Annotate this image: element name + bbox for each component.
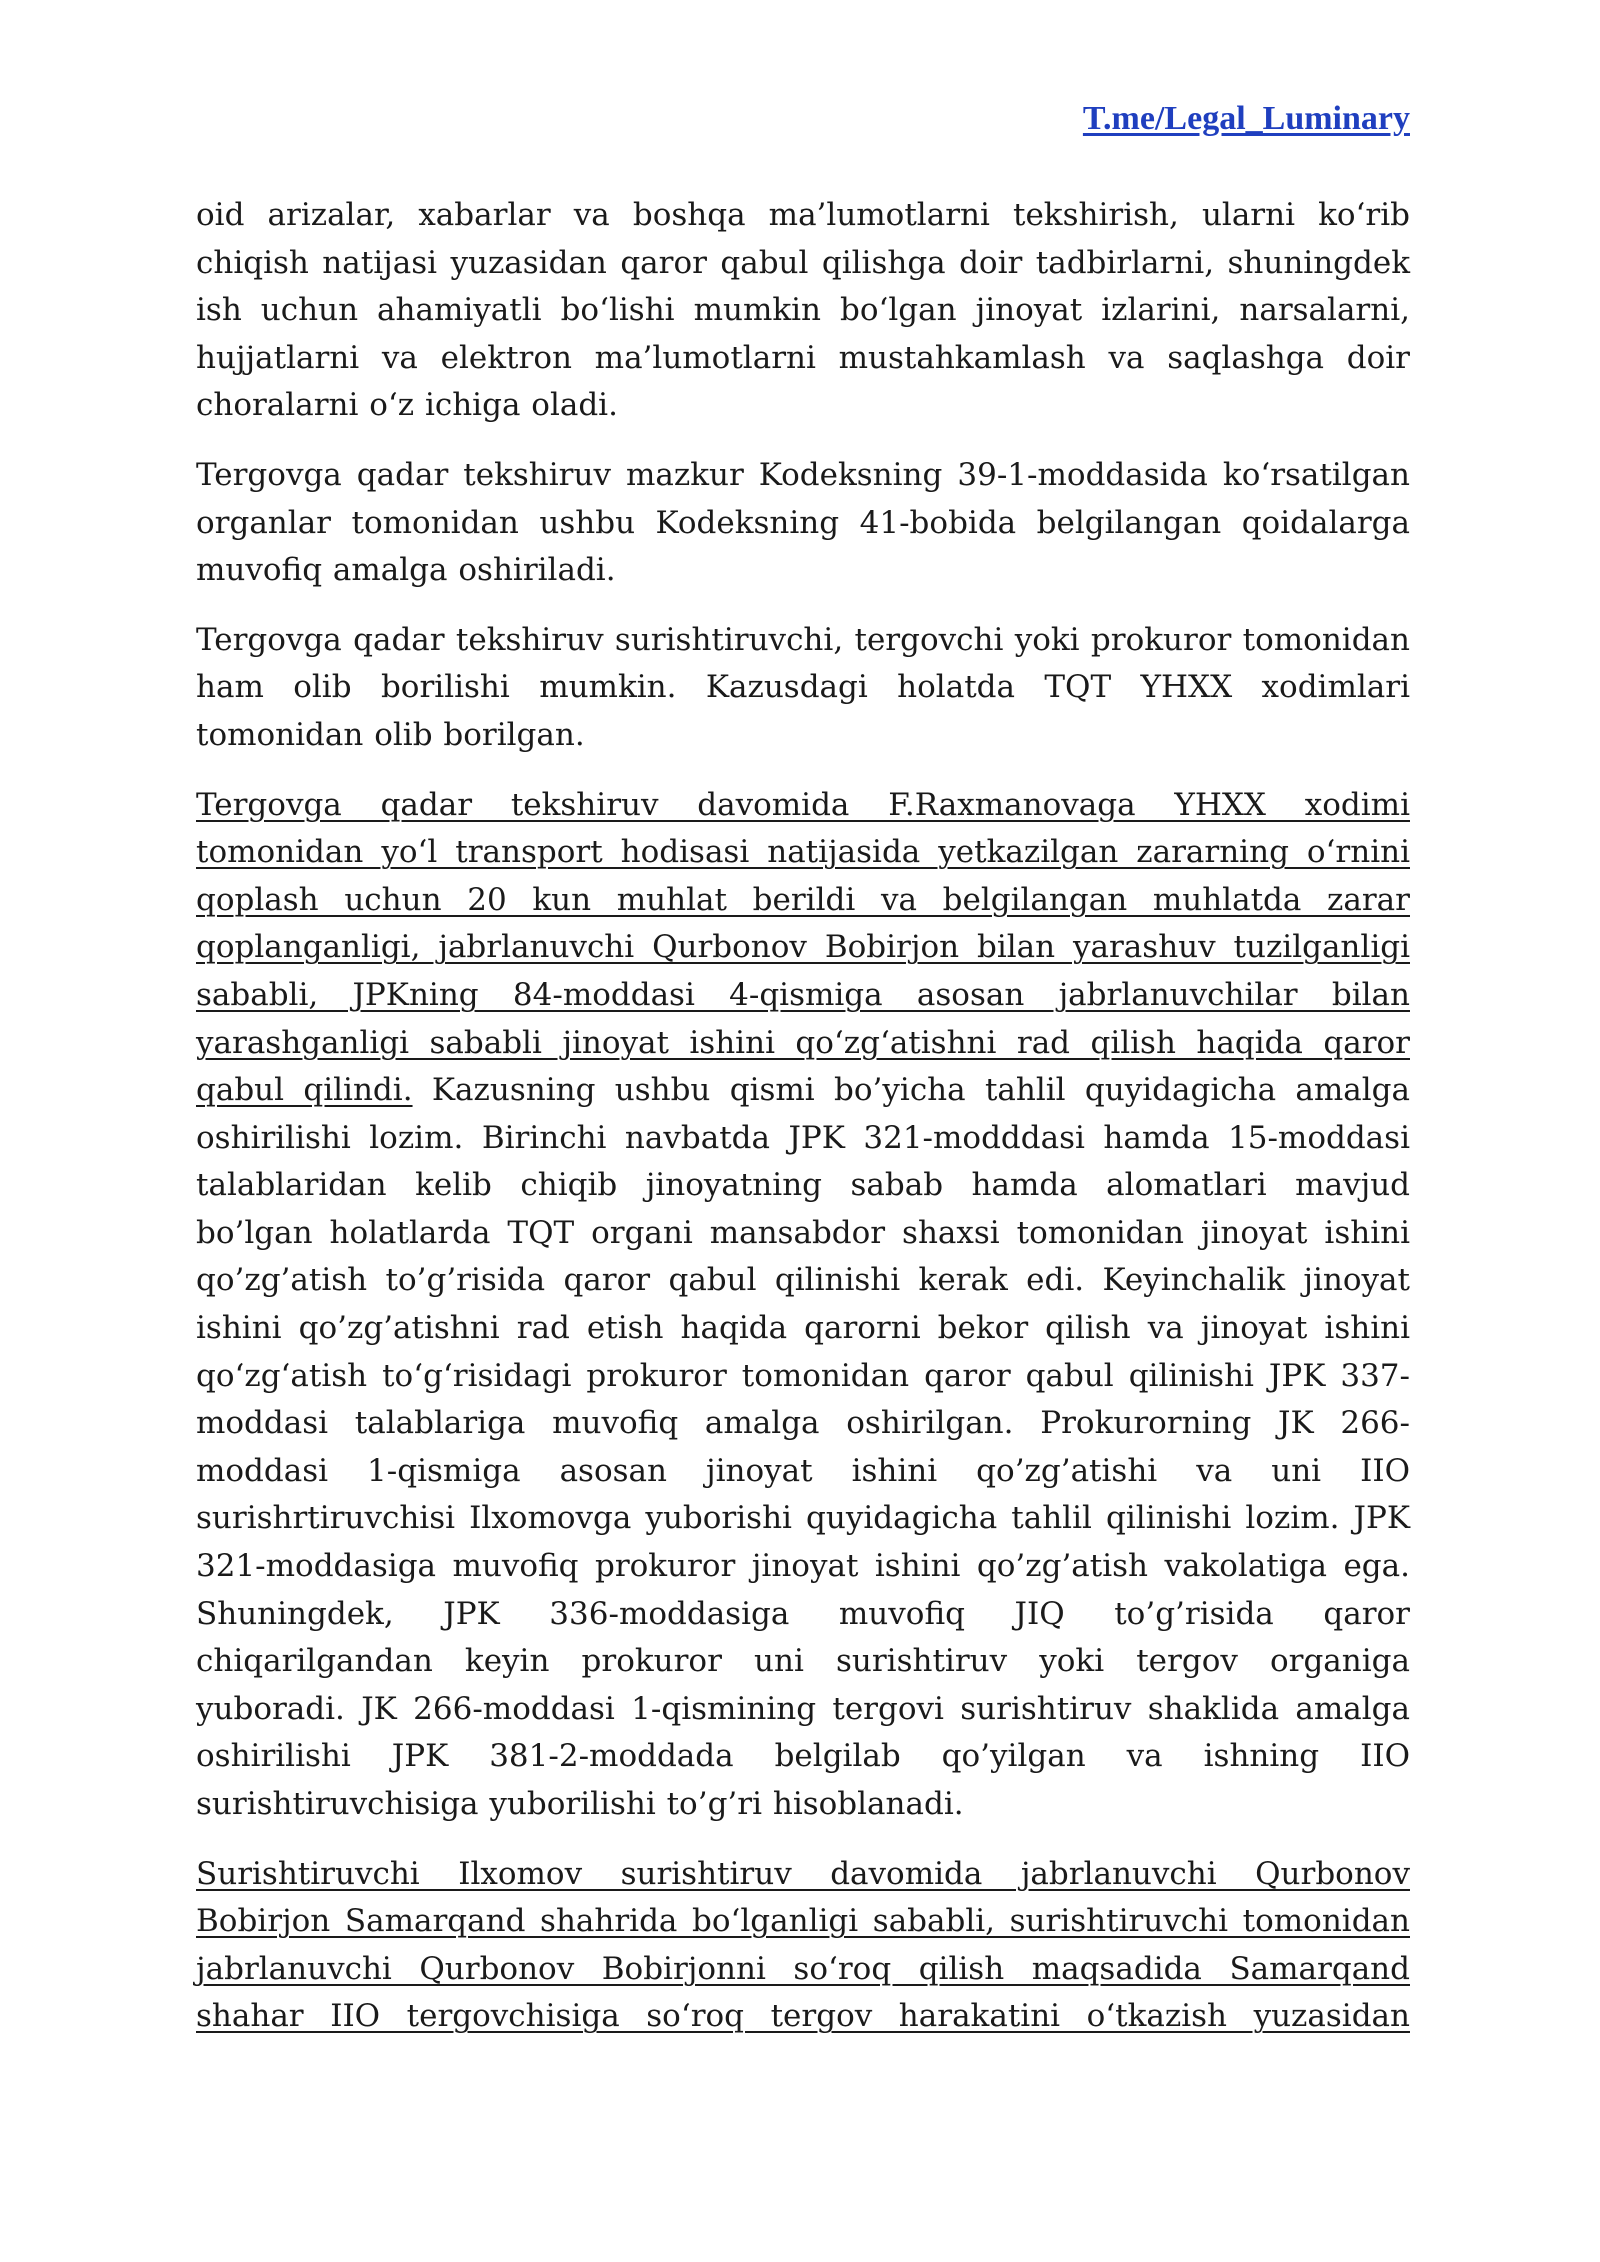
document-body bbox=[196, 192, 1410, 2063]
paragraph-3 bbox=[196, 617, 1410, 760]
paragraph-4-text: Kazusning ushbu qismi bo’yicha tahlil quyidagicha amalga oshirilishi lozim. Birinchi navbatda JPK 321-modddasi hamda 15-moddasi talablaridan kelib chiqib jinoyatning sabab hamda alomatlari mavjud bo’lgan holatlarda TQT organi mansabdor shaxsi tomonidan jinoyat ishini qo’zg’atish to’g’risida qaror qabul qilinishi kerak edi. Keyinchalik jinoyat ishini qo’zg’atishni rad etish haqida qarorni bekor qilish va jinoyat ishini qo‘zg‘atish to‘g‘risidagi prokuror tomonidan qaror qabul qilinishi JPK 337-moddasi talablariga muvofiq amalga oshirilgan. Prokurorning JK 266-moddasi 1-qismiga asosan jinoyat ishini qo’zg’atishi va uni IIO surishrtiruvchisi Ilxomovga yuborishi quyidagicha tahlil qilinishi lozim. JPK 321-moddasiga muvofiq prokuror jinoyat ishini qo’zg’atish vakolatiga ega. Shuningdek, JPK 336-moddasiga muvofiq JIQ to’g’risida qaror chiqarilgandan keyin prokuror uni surishtiruv yoki tergov organiga yuboradi. JK 266-moddasi 1-qismining tergovi surishtiruv shaklida amalga oshirilishi JPK 381-2-moddada belgilab qo’yilgan va ishning IIO surishtiruvchisiga yuborilishi to’g’ri hisoblanadi. bbox=[196, 1072, 1410, 1822]
paragraph-3-text: Tergovga qadar tekshiruv surishtiruvchi, tergovchi yoki prokuror tomonidan ham olib borilishi mumkin. Kazusdagi holatda TQT YHXX xodimlari tomonidan olib borilgan. bbox=[196, 621, 1410, 753]
paragraph-5 bbox=[196, 1851, 1410, 2041]
paragraph-1-text: oid arizalar, xabarlar va boshqa ma’lumotlarni tekshirish, ularni ko‘rib chiqish natijasi yuzasidan qaror qabul qilishga doir tadbirlarni, shuningdek ish uchun ahamiyatli bo‘lishi mumkin bo‘lgan jinoyat izlarini, narsalarni, hujjatlarni va elektron ma’lumotlarni mustahkamlash va saqlashga doir choralarni o‘z ichiga oladi. bbox=[196, 197, 1410, 424]
paragraph-4-underlined-text: Tergovga qadar tekshiruv davomida F.Raxmanovaga YHXX xodimi tomonidan yo‘l transport hodisasi natijasida yetkazilgan zararning o‘rnini qoplash uchun 20 kun muhlat berildi va belgilangan muhlatda zarar qoplanganligi, jabrlanuvchi Qurbonov Bobirjon bilan yarashuv tuzilganligi sababli, JPKning 84-moddasi 4-qismiga asosan jabrlanuvchilar bilan yarashganligi sababli jinoyat ishini qo‘zg‘atishni rad qilish haqida qaror qabul qilindi. bbox=[196, 786, 1410, 1109]
paragraph-1 bbox=[196, 192, 1410, 430]
paragraph-2 bbox=[196, 452, 1410, 595]
paragraph-4 bbox=[196, 782, 1410, 1829]
paragraph-2-text: Tergovga qadar tekshiruv mazkur Kodeksning 39-1-moddasida ko‘rsatilgan organlar tomonidan ushbu Kodeksning 41-bobida belgilangan qoidalarga muvofiq amalga oshiriladi. bbox=[196, 456, 1410, 589]
paragraph-5-underlined-text: Surishtiruvchi Ilxomov surishtiruv davomida jabrlanuvchi Qurbonov Bobirjon Samarqand shahrida bo‘lganligi sababli, surishtiruvchi tomonidan jabrlanuvchi Qurbonov Bobirjonni so‘roq qilish maqsadida Samarqand shahar IIO tergovchisiga so‘roq tergov harakatini o‘tkazish yuzasidan bbox=[196, 1855, 1410, 2035]
header-telegram-link[interactable]: T.me/Legal_Luminary bbox=[1082, 100, 1410, 137]
